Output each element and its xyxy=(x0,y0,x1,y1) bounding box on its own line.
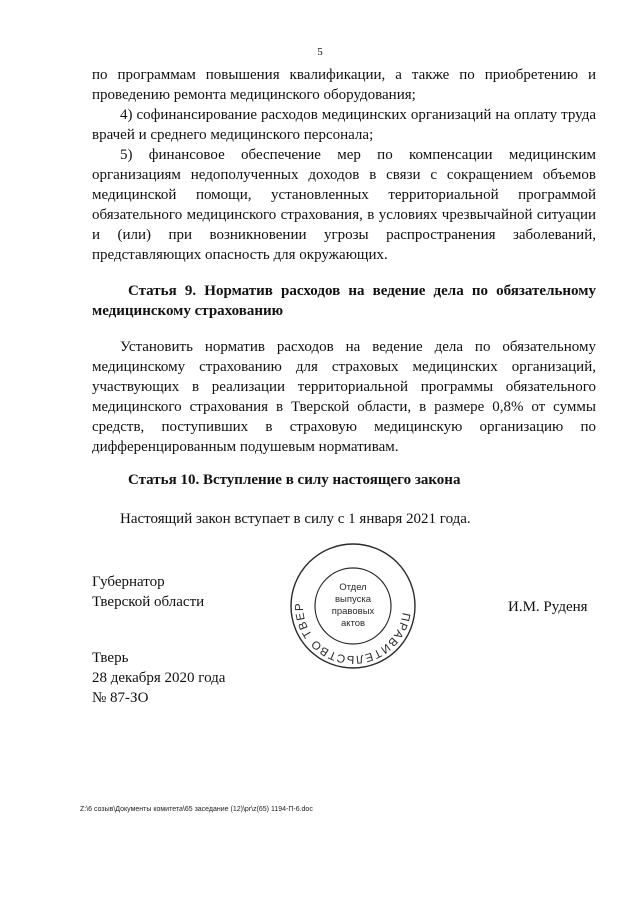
stamp-center-line2: выпуска xyxy=(334,594,372,605)
paragraph-continuation: по программам повышения квалификации, а также по приобретению и проведению ремонта медицинского оборудования; xyxy=(92,67,596,103)
signatory-name: И.М. Руденя xyxy=(508,599,588,615)
stamp-center-line3: правовых xyxy=(331,606,375,617)
article-9-text: Установить норматив расходов на ведение дела по обязательному медицинскому страхованию для страховых медицинских организаций, участвующих в реализации территориальной программы обязательного медицинского страхования в Тверской области, в размере 0,8% от суммы средств, поступивших в страховую медицинскую организацию по дифференцированным подушевым нормативам. xyxy=(92,339,596,455)
article-10-text: Настоящий закон вступает в силу с 1 января 2021 года. xyxy=(120,511,471,527)
stamp-center-line1: Отдел xyxy=(339,582,367,593)
law-date: 28 декабря 2020 года xyxy=(92,670,226,686)
law-number: № 87-ЗО xyxy=(92,690,149,706)
signatory-title-line2: Тверской области xyxy=(92,594,205,610)
official-stamp xyxy=(288,541,418,671)
footer-file-path: Z:\6 созыв\Документы комитета\65 заседание (12)\pr\z(65) 1194-П-6.doc xyxy=(80,806,313,813)
article-9-heading: Статья 9. Норматив расходов на ведение дела по обязательному медицинскому страхованию xyxy=(92,283,596,319)
continued-text xyxy=(92,65,596,265)
article-10-heading: Статья 10. Вступление в силу настоящего закона xyxy=(128,472,461,488)
signatory-title xyxy=(92,572,204,612)
stamp-ring-text: ПРАВИТЕЛЬСТВО ТВЕР xyxy=(293,602,412,666)
paragraph-item-4: 4) софинансирование расходов медицинских организаций на оплату труда врачей и среднего медицинского персонала; xyxy=(92,107,596,143)
stamp-seal-graphic xyxy=(288,541,418,671)
city: Тверь xyxy=(92,650,129,666)
article-10-body xyxy=(92,509,596,529)
paragraph-item-5: 5) финансовое обеспечение мер по компенсации медицинским организациям недополученных доходов в связи с сокращением объемов медицинской помощи, установленных территориальной программой обязательного медицинского страхования, в условиях чрезвычайной ситуации и (или) при возникновении угрозы распространения заболеваний, представляющих опасность для окружающих. xyxy=(92,147,596,263)
place-date-block xyxy=(92,648,225,708)
signatory-title-line1: Губернатор xyxy=(92,574,165,590)
page-number: 5 xyxy=(317,46,323,58)
article-9-body xyxy=(92,337,596,457)
stamp-center-line4: актов xyxy=(340,618,366,629)
